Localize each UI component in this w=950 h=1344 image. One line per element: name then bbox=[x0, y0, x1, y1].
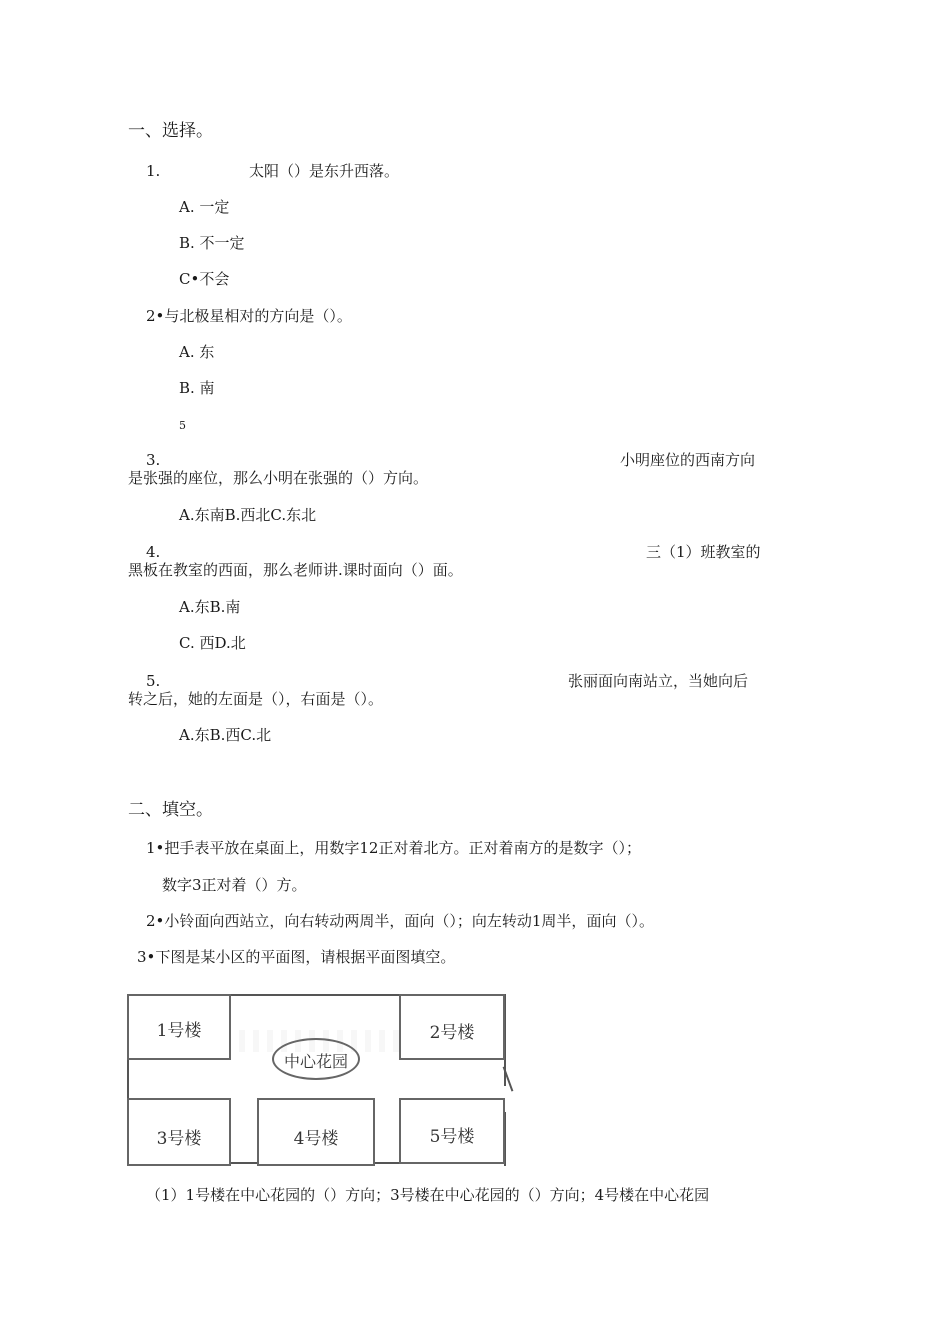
q3-options: A.东南B.西北C.东北 bbox=[179, 506, 317, 524]
fill-q1-line1: 1•把手表平放在桌面上，用数字12正对着北方。正对着南方的是数字（）； bbox=[146, 839, 641, 857]
q1-option-c: C•不会 bbox=[179, 270, 230, 288]
q2-option-a: A. 东 bbox=[179, 343, 215, 361]
building-4 bbox=[257, 1098, 375, 1166]
q4-options-ab: A.东B.南 bbox=[179, 598, 241, 616]
q5-stem-continued: 转之后，她的左面是（），右面是（）。 bbox=[128, 690, 384, 708]
q5-number: 5. bbox=[146, 672, 161, 690]
building-1-label: 1号楼 bbox=[156, 1021, 202, 1041]
q1-option-a: A. 一定 bbox=[179, 198, 230, 216]
stray-mark: 5 bbox=[179, 419, 186, 432]
building-3 bbox=[127, 1098, 231, 1166]
building-3-label: 3号楼 bbox=[156, 1129, 202, 1149]
central-garden-label: 中心花园 bbox=[283, 1052, 348, 1071]
q4-options-cd: C. 西D.北 bbox=[179, 634, 246, 652]
section-heading-choice: 一、选择。 bbox=[128, 121, 213, 141]
q4-number: 4. bbox=[146, 543, 161, 561]
fill-q3-sub1: （1）1号楼在中心花园的（）方向；3号楼在中心花园的（）方向；4号楼在中心花园 bbox=[146, 1186, 710, 1204]
section-heading-fill: 二、填空。 bbox=[128, 800, 213, 820]
q4-stem-right: 三（1）班教室的 bbox=[646, 543, 761, 561]
building-2-label: 2号楼 bbox=[429, 1023, 475, 1043]
community-map bbox=[127, 994, 509, 1166]
building-1 bbox=[127, 994, 231, 1060]
q1-stem: 太阳（）是东升西落。 bbox=[249, 162, 400, 180]
central-garden bbox=[272, 1038, 360, 1080]
q3-stem-right: 小明座位的西南方向 bbox=[620, 451, 756, 469]
building-5-label: 5号楼 bbox=[429, 1127, 475, 1147]
q1-option-b: B. 不一定 bbox=[179, 234, 245, 252]
q5-options: A.东B.西C.北 bbox=[179, 726, 272, 744]
building-4-label: 4号楼 bbox=[293, 1129, 339, 1149]
q5-stem-right: 张丽面向南站立，当她向后 bbox=[568, 672, 749, 690]
building-5 bbox=[399, 1098, 505, 1164]
q3-stem-continued: 是张强的座位，那么小明在张强的（）方向。 bbox=[128, 469, 429, 487]
building-2 bbox=[399, 994, 505, 1060]
q1-number: 1. bbox=[146, 162, 161, 180]
q3-number: 3. bbox=[146, 451, 161, 469]
fill-q3: 3•下图是某小区的平面图，请根据平面图填空。 bbox=[137, 948, 456, 966]
q2-option-b: B. 南 bbox=[179, 379, 215, 397]
fill-q1-line2: 数字3正对着（）方。 bbox=[162, 876, 307, 894]
q2-stem: 2•与北极星相对的方向是（）。 bbox=[146, 307, 352, 325]
q4-stem-continued: 黑板在教室的西面，那么老师讲.课时面向（）面。 bbox=[128, 561, 463, 579]
fill-q2: 2•小铃面向西站立，向右转动两周半，面向（）；向左转动1周半，面向（）。 bbox=[146, 912, 654, 930]
